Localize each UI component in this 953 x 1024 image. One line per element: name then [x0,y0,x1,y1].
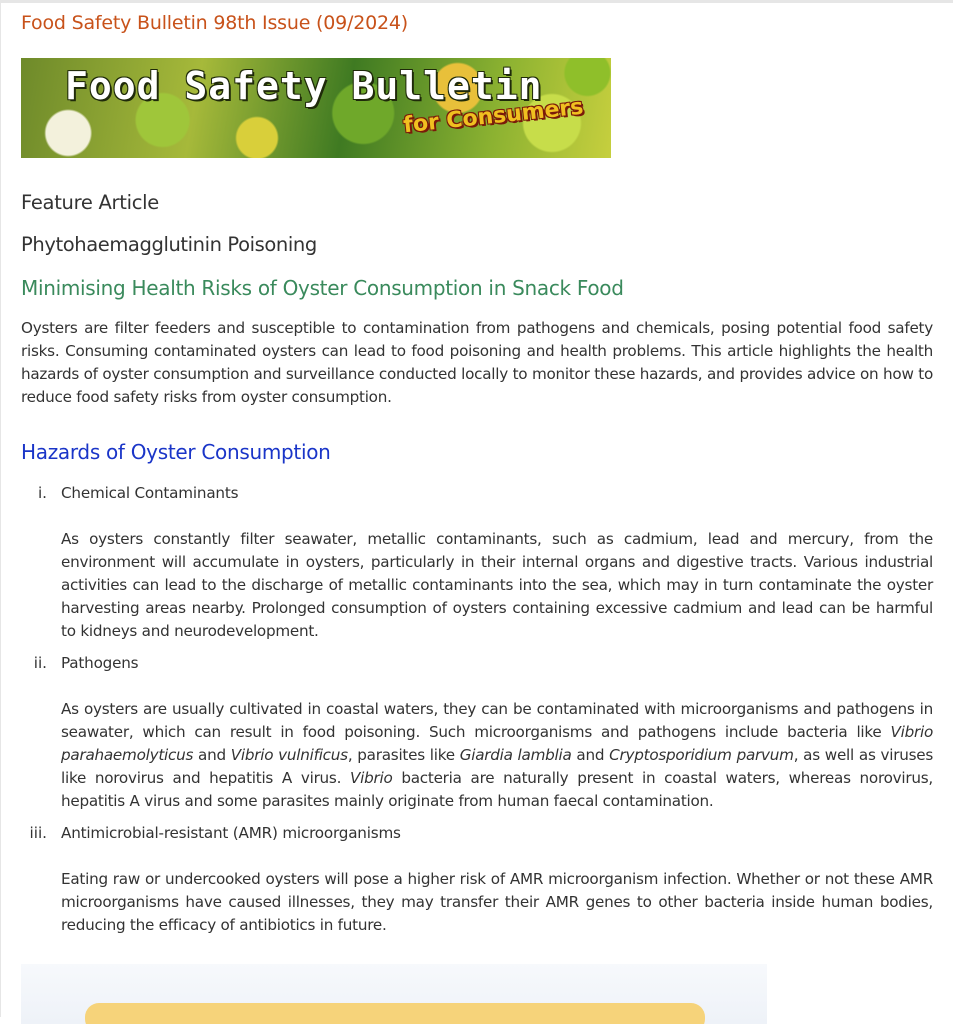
body-text: and [193,746,231,764]
hazard-label: Pathogens [61,654,139,672]
body-text: As oysters are usually cultivated in coastal waters, they can be contaminated with microorganisms and pathogens in seawater, which can result in food poisoning. Such microorganisms and pathogens include bacteria like [61,700,933,741]
body-text: bacteria are naturally present in coastal waters, whereas norovirus, hepatitis A virus and some parasites mainly originate from human faecal contamination. [61,769,933,810]
hazard-body: As oysters constantly filter seawater, metallic contaminants, such as cadmium, lead and mercury, from the environment will accumulate in oysters, particularly in their internal organs and digestive tracts. Various industrial activities can lead to the discharge of metallic contaminants into the sea, which may in turn contaminate the oyster harvesting areas nearby. Prolonged consumption of oysters containing excessive cadmium and lead can be harmful to kidneys and neurodevelopment. [61,530,933,640]
hazard-body: Eating raw or undercooked oysters will pose a higher risk of AMR microorganism infection. Whether or not these AMR microorganisms have caused illnesses, they may transfer their AMR genes to other bacteria inside human bodies, reducing the efficacy of antibiotics in future. [61,870,933,934]
top-border [0,0,953,3]
article-link-phytohaemagglutinin[interactable]: Phytohaemagglutinin Poisoning [21,233,317,256]
body-text: , as well as viruses like norovirus and hepatitis A virus. [61,746,933,787]
species-name: Vibrio vulnificus [230,746,348,764]
page-title: Food Safety Bulletin 98th Issue (09/2024) [21,12,408,34]
article-title: Minimising Health Risks of Oyster Consumption in Snack Food [21,276,624,300]
left-border [0,0,1,1017]
body-text: and [571,746,610,764]
section-heading-hazards: Hazards of Oyster Consumption [21,440,331,464]
infographic-banner-shape [85,1003,705,1024]
article-intro: Oysters are filter feeders and susceptible to contamination from pathogens and chemicals, posing potential food safety risks. Consuming contaminated oysters can lead to food poisoning and health problems. This article highlights the health hazards of oyster consumption and surveillance conducted locally to monitor these hazards, and provides advice on how to reduce food safety risks from oyster consumption. [21,319,933,406]
hazard-label: Antimicrobial-resistant (AMR) microorganisms [61,824,401,842]
body-text: , parasites like [347,746,460,764]
species-name: Cryptosporidium parvum [609,746,794,764]
species-name: Vibrio parahaemolyticus [61,723,933,764]
species-name: Vibrio [350,769,393,787]
species-name: Giardia lamblia [459,746,572,764]
infographic-image [21,964,767,1024]
list-number: i. [37,484,47,502]
hazard-body [61,698,933,813]
list-number: iii. [29,824,47,842]
list-number: ii. [33,654,47,672]
banner-title: Food Safety Bulletin [65,64,543,108]
bulletin-banner-image [21,58,611,158]
banner-subtitle: for Consumers [402,94,585,139]
hazard-label: Chemical Contaminants [61,484,239,502]
feature-article-heading: Feature Article [21,191,159,214]
